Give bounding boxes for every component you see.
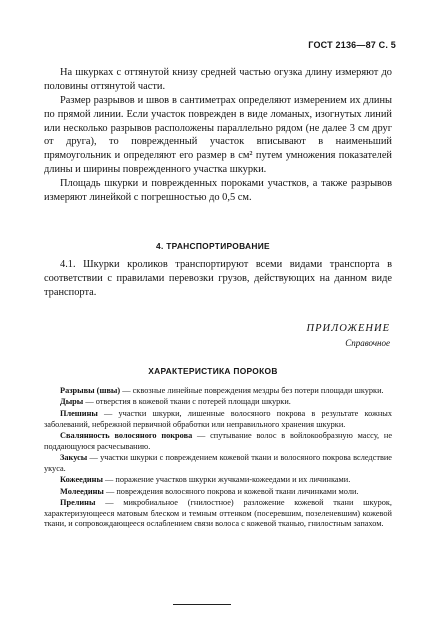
defect-term: Кожеедины xyxy=(60,475,103,485)
defect-term: Закусы xyxy=(60,453,88,463)
bottom-divider xyxy=(173,604,231,605)
paragraph-length-measure: На шкурках с оттянутой книзу средней частью огузка длину измеряют до половины оттянутой части. xyxy=(44,67,392,92)
defect-description: — участки шкурки, лишенные волосяного покрова в результате кожных заболеваний, небрежной первичной обработки или неправильного хранения шкурки. xyxy=(44,408,392,429)
defect-item xyxy=(44,386,392,397)
defect-item xyxy=(44,475,392,486)
appendix-subtitle: Справочное xyxy=(345,338,390,348)
defect-item xyxy=(44,431,392,452)
defect-item xyxy=(44,498,392,530)
defect-term: Свалянность волосяного покрова xyxy=(60,431,193,441)
defect-term: Молеедины xyxy=(60,486,104,496)
defect-item xyxy=(44,487,392,498)
defect-item xyxy=(44,409,392,430)
defect-term: Прелины xyxy=(60,498,96,508)
appendix-title: ПРИЛОЖЕНИЕ xyxy=(306,323,390,334)
defect-description: — отверстия в кожевой ткани с потерей площади шкурки. xyxy=(83,397,291,407)
defect-description: — поражение участков шкурки жучками-кожеедами и их личинками. xyxy=(102,475,351,485)
defect-item xyxy=(44,453,392,474)
defect-term: Плешины xyxy=(60,408,98,418)
defect-description: — спутывание волос в войлокообразную массу, не поддающуюся расчесыванию. xyxy=(44,431,393,451)
section-title-transport: 4. ТРАНСПОРТИРОВАНИЕ xyxy=(156,241,270,251)
defect-description: — участки шкурки с повреждением кожевой ткани и волосяного покрова вследствие укуса. xyxy=(44,453,392,473)
paragraph-tear-size: Размер разрывов и швов в сантиметрах определяют измерением их длины по прямой линии. Если участок поврежден в виде ломаных, изогнутых линий или несколько разрывов расположены параллельно рядом (не далее 3 см друг от друга), то поврежденный участок вписывают в наименьший прямоугольник и определяют его размер в см² путем умножения показателей длины и ширины поврежденного участка шкурки. xyxy=(44,95,392,175)
defect-item xyxy=(44,397,392,408)
defect-term: Разрывы (швы) xyxy=(60,386,121,395)
paragraph-area-measure: Площадь шкурки и поврежденных пороками участков, а также разрывов измеряют линейкой с погрешностью до 0,5 см. xyxy=(44,178,392,203)
defects-list xyxy=(44,386,392,531)
paragraph-transport: 4.1. Шкурки кроликов транспортируют всеми видами транспорта в соответствии с правилами перевозки грузов, действующих на данном виде транспорта. xyxy=(44,259,392,298)
page-header: ГОСТ 2136—87 С. 5 xyxy=(308,40,396,50)
defect-term: Дыры xyxy=(60,397,84,407)
defect-description: — микробиальное (гнилостное) разложение кожевой ткани шкурок, характеризующееся матовым блеском и темным оттенком (посеревшим, позеленевшим) кожевой ткани, и сопровождающееся ослаблением связи волоса с кожевой тканью, гнилостным запахом. xyxy=(44,498,392,529)
appendix-block xyxy=(307,323,391,348)
defect-description: — повреждения волосяного покрова и кожевой ткани личинками моли. xyxy=(103,486,359,496)
section-title-defects: ХАРАКТЕРИСТИКА ПОРОКОВ xyxy=(148,366,278,376)
defect-description: — сквозные линейные повреждения мездры без потери площади шкурки. xyxy=(120,386,384,395)
